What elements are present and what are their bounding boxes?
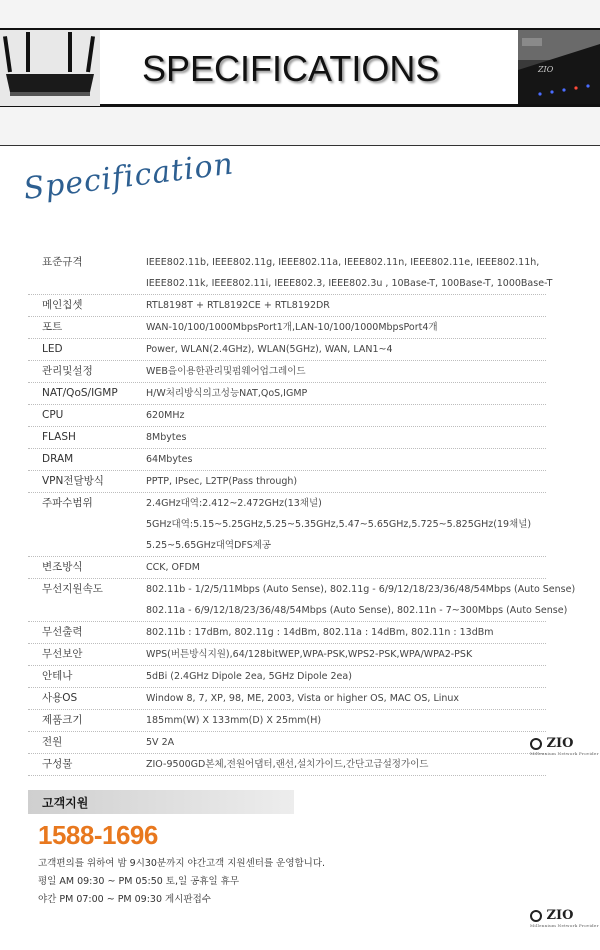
spec-row — [28, 557, 546, 579]
spec-values — [146, 732, 546, 753]
spec-value: Power, WLAN(2.4GHz), WLAN(5GHz), WAN, LAN1~4 — [146, 344, 393, 355]
spec-value: IEEE802.11k, IEEE802.11i, IEEE802.3, IEEE802.3u , 10Base-T, 100Base-T, 1000Base-T — [146, 278, 553, 289]
spec-value: Window 8, 7, XP, 98, ME, 2003, Vista or higher OS, MAC OS, Linux — [146, 693, 460, 704]
router-detail-icon — [518, 30, 600, 104]
spec-values — [146, 427, 546, 448]
spec-value: 185mm(W) X 133mm(D) X 25mm(H) — [146, 715, 322, 726]
spec-value: 5dBi (2.4GHz Dipole 2ea, 5GHz Dipole 2ea) — [146, 671, 352, 682]
spec-value: 5.25~5.65GHz대역DFS제공 — [146, 540, 272, 551]
spec-value: H/W처리방식의고성능NAT,QoS,IGMP — [146, 388, 308, 399]
zio-logo-icon — [530, 910, 542, 922]
spec-values — [146, 666, 546, 687]
spec-row — [28, 383, 546, 405]
spec-value: 802.11b - 1/2/5/11Mbps (Auto Sense), 802.11g - 6/9/12/18/23/36/48/54Mbps (Auto Sense) — [146, 584, 576, 595]
spec-label: 전원 — [42, 736, 63, 748]
spec-values — [146, 405, 546, 426]
spec-values — [146, 449, 546, 470]
spec-row — [28, 449, 546, 471]
spec-values — [146, 295, 546, 316]
spec-label: 구성물 — [42, 758, 73, 770]
spec-row — [28, 361, 546, 383]
spec-row — [28, 666, 546, 688]
spec-label: 안테나 — [42, 670, 73, 682]
spec-row — [28, 339, 546, 361]
spec-row — [28, 252, 553, 295]
spec-label: 관리및설정 — [42, 365, 93, 377]
spec-value: RTL8198T + RTL8192CE + RTL8192DR — [146, 300, 330, 311]
zio-logo-icon — [530, 738, 542, 750]
support-line-2: 평일 AM 09:30 ~ PM 05:50 토,일 공휴일 휴무 — [38, 876, 240, 887]
spec-label: VPN전달방식 — [42, 475, 104, 487]
support-line-3: 야간 PM 07:00 ~ PM 09:30 게시판접수 — [38, 894, 211, 905]
support-line-1: 고객편의를 위하여 밤 9시30분까지 야간고객 지원센터를 운영합니다. — [38, 858, 326, 869]
header-banner — [0, 0, 600, 145]
spec-label: 주파수범위 — [42, 497, 93, 509]
router-photo-left — [0, 30, 100, 106]
spec-value: 64Mbytes — [146, 454, 193, 465]
spec-row — [28, 493, 546, 557]
spec-label: 제품크기 — [42, 714, 83, 726]
spec-value: CCK, OFDM — [146, 562, 200, 573]
spec-values — [146, 754, 546, 775]
spec-row — [28, 732, 546, 754]
spec-value: IEEE802.11b, IEEE802.11g, IEEE802.11a, IEEE802.11n, IEEE802.11e, IEEE802.11h, — [146, 257, 540, 268]
spec-row — [28, 622, 546, 644]
spec-value: 802.11b : 17dBm, 802.11g : 14dBm, 802.11a : 14dBm, 802.11n : 13dBm — [146, 627, 494, 638]
spec-values — [146, 579, 576, 621]
spec-row — [28, 295, 546, 317]
support-phone-number: 1588-1696 — [38, 820, 158, 850]
spec-label: 메인칩셋 — [42, 299, 83, 311]
svg-text:ZIO: ZIO — [538, 65, 554, 74]
spec-values — [146, 252, 553, 294]
spec-value: WAN-10/100/1000MbpsPort1개,LAN-10/100/1000MbpsPort4개 — [146, 322, 438, 333]
spec-value: 2.4GHz대역:2.412~2.472GHz(13채널) — [146, 498, 322, 509]
spec-label: FLASH — [42, 431, 76, 443]
zio-logo-bottom — [530, 908, 599, 928]
spec-row — [28, 427, 546, 449]
spec-values — [146, 493, 546, 556]
spec-value: 620MHz — [146, 410, 185, 421]
zio-logo-text: ZIO — [546, 736, 574, 751]
spec-row — [28, 471, 546, 493]
spec-label: LED — [42, 343, 63, 355]
zio-logo-subtext: Millennium Network Provider — [530, 923, 599, 928]
spec-row — [28, 644, 546, 666]
spec-row — [28, 754, 546, 776]
spec-value: 5V 2A — [146, 737, 175, 748]
spec-label: DRAM — [42, 453, 74, 465]
spec-label: 무선보안 — [42, 648, 83, 660]
customer-support-title: 고객지원 — [42, 796, 89, 810]
zio-logo-text: ZIO — [546, 908, 574, 923]
spec-values — [146, 710, 546, 731]
spec-values — [146, 688, 546, 709]
spec-value: WEB을이용한관리및펌웨어업그레이드 — [146, 366, 306, 377]
router-photo-right — [518, 30, 600, 104]
spec-values — [146, 622, 546, 643]
spec-row — [28, 688, 546, 710]
zio-logo-subtext: Millennium Network Provider — [530, 751, 599, 756]
router-image-icon — [0, 30, 100, 106]
header-divider — [0, 145, 600, 146]
spec-values — [146, 383, 546, 404]
spec-label: 포트 — [42, 321, 63, 333]
spec-values — [146, 339, 546, 360]
spec-value: 802.11a - 6/9/12/18/23/36/48/54Mbps (Auto Sense), 802.11n - 7~300Mbps (Auto Sense) — [146, 605, 568, 616]
spec-value: PPTP, IPsec, L2TP(Pass through) — [146, 476, 298, 487]
spec-label: 사용OS — [42, 692, 78, 704]
spec-row — [28, 579, 576, 622]
spec-values — [146, 471, 546, 492]
zio-logo — [530, 736, 599, 756]
page-title: SPECIFICATIONS — [142, 48, 440, 89]
spec-value: ZIO-9500GD본체,전원어댑터,랜선,설치가이드,간단고급설정가이드 — [146, 759, 429, 770]
spec-label: 무선출력 — [42, 626, 83, 638]
section-title: Specification — [21, 146, 236, 207]
spec-label: CPU — [42, 409, 64, 421]
spec-values — [146, 361, 546, 382]
spec-value: WPS(버튼방식지원),64/128bitWEP,WPA-PSK,WPS2-PSK,WPA/WPA2-PSK — [146, 649, 473, 660]
spec-values — [146, 644, 546, 665]
spec-row — [28, 405, 546, 427]
spec-values — [146, 317, 546, 338]
spec-row — [28, 710, 546, 732]
spec-label: NAT/QoS/IGMP — [42, 387, 118, 399]
spec-values — [146, 557, 546, 578]
spec-label: 무선지원속도 — [42, 583, 103, 595]
spec-value: 5GHz대역:5.15~5.25GHz,5.25~5.35GHz,5.47~5.65GHz,5.725~5.825GHz(19채널) — [146, 519, 532, 530]
spec-label: 표준규격 — [42, 256, 83, 268]
spec-value: 8Mbytes — [146, 432, 187, 443]
spec-row — [28, 317, 546, 339]
spec-label: 변조방식 — [42, 561, 83, 573]
